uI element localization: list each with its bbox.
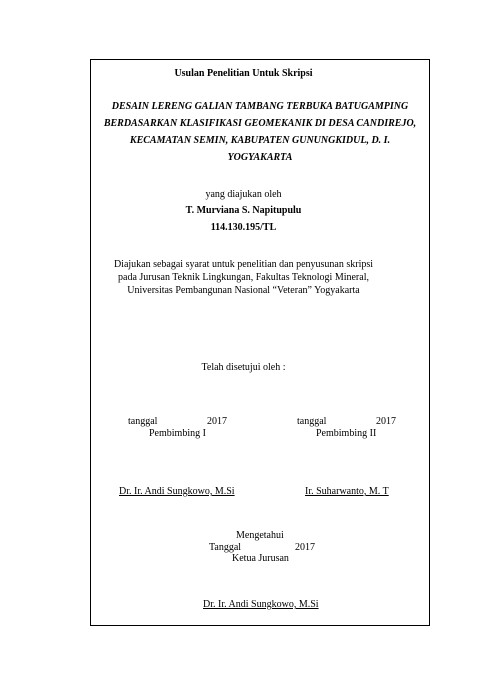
document-heading: Usulan Penelitian Untuk Skripsi: [174, 68, 313, 79]
left-advisor-name: Dr. Ir. Andi Sungkowo, M.Si: [119, 486, 235, 497]
student-id: 114.130.195/TL: [210, 222, 277, 233]
title-line: BERDASARKAN KLASIFIKASI GEOMEKANIK DI DESA CANDIREJO,: [103, 118, 417, 129]
purpose-line: Universitas Pembangunan Nasional “Veteran” Yogyakarta: [127, 285, 360, 296]
department-head-name: Dr. Ir. Andi Sungkowo, M.Si: [203, 599, 319, 610]
title-line: YOGYAKARTA: [227, 152, 293, 163]
right-date-year: 2017: [376, 416, 396, 427]
acknowledgement-date-label: Tanggal: [209, 542, 242, 553]
title-line: DESAIN LERENG GALIAN TAMBANG TERBUKA BATUGAMPING: [111, 101, 409, 112]
purpose-line: pada Jurusan Teknik Lingkungan, Fakultas Teknologi Mineral,: [118, 272, 369, 283]
left-date-year: 2017: [207, 416, 227, 427]
right-advisor-role: Pembimbing II: [316, 428, 377, 439]
left-date-label: tanggal: [128, 416, 158, 427]
author-name: T. Murviana S. Napitupulu: [185, 205, 302, 216]
purpose-line: Diajukan sebagai syarat untuk penelitian dan penyusunan skripsi: [113, 259, 374, 270]
right-advisor-name: Ir. Suharwanto, M. T: [305, 486, 389, 497]
acknowledgement-label: Mengetahui: [236, 530, 284, 541]
title-line: KECAMATAN SEMIN, KABUPATEN GUNUNGKIDUL, D. I.: [129, 135, 391, 146]
left-advisor-role: Pembimbing I: [149, 428, 206, 439]
right-date-label: tanggal: [297, 416, 327, 427]
approved-by-label: Telah disetujui oleh :: [201, 362, 286, 373]
department-head-role: Ketua Jurusan: [232, 553, 289, 564]
submitted-by-label: yang diajukan oleh: [205, 189, 282, 200]
acknowledgement-date-year: 2017: [295, 542, 315, 553]
thesis-title: [100, 98, 420, 166]
